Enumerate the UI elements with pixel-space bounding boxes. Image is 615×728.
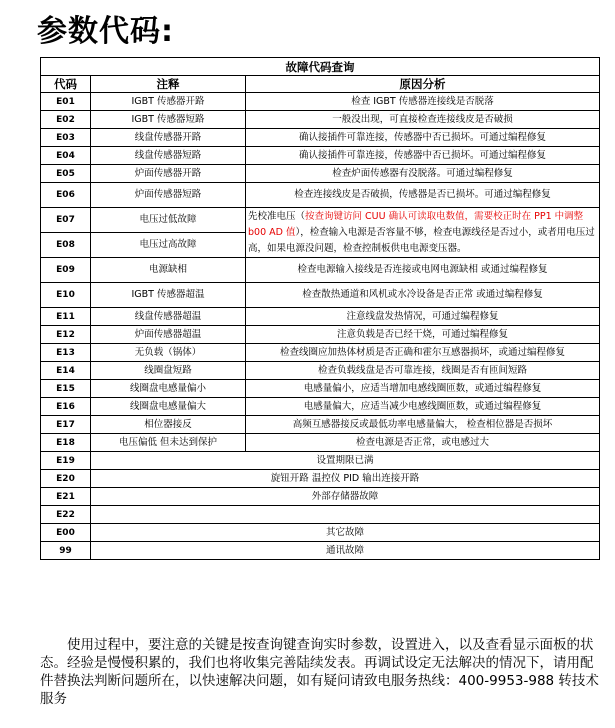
table-row <box>41 183 600 208</box>
fault-note: IGBT 传感器短路 <box>91 111 246 129</box>
table-row <box>41 362 600 380</box>
fault-note: 电源缺相 <box>91 258 246 283</box>
page-title: 参数代码: <box>37 14 174 49</box>
fault-code: E17 <box>41 416 91 434</box>
table-row <box>41 165 600 183</box>
fault-note: 炉面传感器短路 <box>91 183 246 208</box>
table-row <box>41 434 600 452</box>
header-cause: 原因分析 <box>246 76 600 93</box>
table-row <box>41 542 600 560</box>
header-note: 注释 <box>91 76 246 93</box>
fault-code: E01 <box>41 93 91 111</box>
fault-cause: 检查负载线盘是否可靠连接，线圈是否有匝间短路 <box>246 362 600 380</box>
fault-cause: 电感量偏小，应适当增加电感线圈匝数，或通过编程修复 <box>246 380 600 398</box>
fault-code: E14 <box>41 362 91 380</box>
table-row <box>41 470 600 488</box>
fault-code-table <box>40 57 600 560</box>
fault-description <box>91 506 600 524</box>
fault-note: IGBT 传感器开路 <box>91 93 246 111</box>
table-row <box>41 398 600 416</box>
fault-code: E11 <box>41 308 91 326</box>
fault-cause: 检查连接线皮是否破损，传感器是否已损坏。可通过编程修复 <box>246 183 600 208</box>
fault-code: E02 <box>41 111 91 129</box>
table-row <box>41 93 600 111</box>
table-title: 故障代码查询 <box>41 58 600 76</box>
fault-code: E06 <box>41 183 91 208</box>
table-row <box>41 129 600 147</box>
fault-code: E03 <box>41 129 91 147</box>
table-row <box>41 258 600 283</box>
fault-description: 其它故障 <box>91 524 600 542</box>
fault-cause: 注意负载是否已经干烧，可通过编程修复 <box>246 326 600 344</box>
fault-note: 线圈盘短路 <box>91 362 246 380</box>
table-row <box>41 326 600 344</box>
fault-code: E12 <box>41 326 91 344</box>
fault-cause: 一般没出现，可直接检查连接线皮是否破损 <box>246 111 600 129</box>
cause-calibration-hint: 按查询键访问 CUU 确认可读取电数值，需要校正时在 PP1 中调整 b00 AD 值 <box>248 210 584 238</box>
fault-note: 线盘传感器短路 <box>91 147 246 165</box>
fault-description: 设置期限已满 <box>91 452 600 470</box>
fault-note: 电压过低故障 <box>91 208 246 233</box>
table-row <box>41 380 600 398</box>
fault-code: E16 <box>41 398 91 416</box>
table-row <box>41 283 600 308</box>
fault-code: E21 <box>41 488 91 506</box>
fault-code: E00 <box>41 524 91 542</box>
fault-note: 炉面传感器超温 <box>91 326 246 344</box>
table-row <box>41 524 600 542</box>
fault-cause: 检查 IGBT 传感器连接线是否脱落 <box>246 93 600 111</box>
fault-cause: 电感量偏大，应适当减少电感线圈匝数，或通过编程修复 <box>246 398 600 416</box>
table-row <box>41 147 600 165</box>
fault-cause: 高频互感器接反或最低功率电感量偏大， 检查相位器是否损坏 <box>246 416 600 434</box>
fault-code: E09 <box>41 258 91 283</box>
fault-note: 线盘传感器开路 <box>91 129 246 147</box>
footer-paragraph: 使用过程中，要注意的关键是按查询键查询实时参数，设置进入，以及查看显示面板的状态。经验是慢慢积累的，我们也将收集完善陆续发表。再调试设定无法解决的情况下，请用配件替换法判断问题所在，以快速解决问题，如有疑问请致电服务热线：400-9953-988 转技术服务 <box>40 637 599 707</box>
fault-code: E22 <box>41 506 91 524</box>
fault-note: 电压偏低 但未达到保护 <box>91 434 246 452</box>
fault-code: E08 <box>41 233 91 258</box>
fault-code: E13 <box>41 344 91 362</box>
table-row <box>41 111 600 129</box>
fault-note: 线盘传感器超温 <box>91 308 246 326</box>
fault-cause: 检查炉面传感器有没脱落。可通过编程修复 <box>246 165 600 183</box>
fault-cause: 检查电源是否正常，或电感过大 <box>246 434 600 452</box>
fault-cause-voltage <box>246 208 600 258</box>
table-row <box>41 208 600 233</box>
fault-cause: 检查电源输入接线是否连接或电网电源缺相 或通过编程修复 <box>246 258 600 283</box>
table-row <box>41 452 600 470</box>
table-row <box>41 344 600 362</box>
fault-note: 电压过高故障 <box>91 233 246 258</box>
table-row <box>41 308 600 326</box>
fault-cause: 注意线盘发热情况，可通过编程修复 <box>246 308 600 326</box>
fault-code: E10 <box>41 283 91 308</box>
fault-code: 99 <box>41 542 91 560</box>
table-row <box>41 488 600 506</box>
fault-cause: 检查散热通道和风机或水冷设备是否正常 或通过编程修复 <box>246 283 600 308</box>
fault-note: 相位器接反 <box>91 416 246 434</box>
table-row <box>41 416 600 434</box>
cause-suffix: ），检查输入电源是否容量不够，检查电源线径是否过小，或者用电压过高，如果电源没问题，检查控制板供电电源变压器。 <box>248 226 595 254</box>
fault-description: 旋钮开路 温控仪 PID 输出连接开路 <box>91 470 600 488</box>
fault-cause: 确认接插件可靠连接，传感器中否已损坏。可通过编程修复 <box>246 147 600 165</box>
fault-note: 线圈盘电感量偏大 <box>91 398 246 416</box>
header-code: 代码 <box>41 76 91 93</box>
fault-cause: 检查线圈应加热体材质是否正确和霍尔互感器损坏，或通过编程修复 <box>246 344 600 362</box>
fault-code: E15 <box>41 380 91 398</box>
fault-note: 线圈盘电感量偏小 <box>91 380 246 398</box>
cause-prefix: 先校准电压（ <box>248 210 306 222</box>
fault-code: E19 <box>41 452 91 470</box>
fault-cause: 确认接插件可靠连接，传感器中否已损坏。可通过编程修复 <box>246 129 600 147</box>
table-row <box>41 506 600 524</box>
fault-note: 炉面传感器开路 <box>91 165 246 183</box>
fault-code: E18 <box>41 434 91 452</box>
fault-code: E07 <box>41 208 91 233</box>
fault-description: 外部存储器故障 <box>91 488 600 506</box>
fault-description: 通讯故障 <box>91 542 600 560</box>
usage-notes <box>40 636 600 708</box>
fault-code: E05 <box>41 165 91 183</box>
fault-note: 无负载（锅体） <box>91 344 246 362</box>
fault-code: E20 <box>41 470 91 488</box>
fault-note: IGBT 传感器超温 <box>91 283 246 308</box>
fault-code: E04 <box>41 147 91 165</box>
